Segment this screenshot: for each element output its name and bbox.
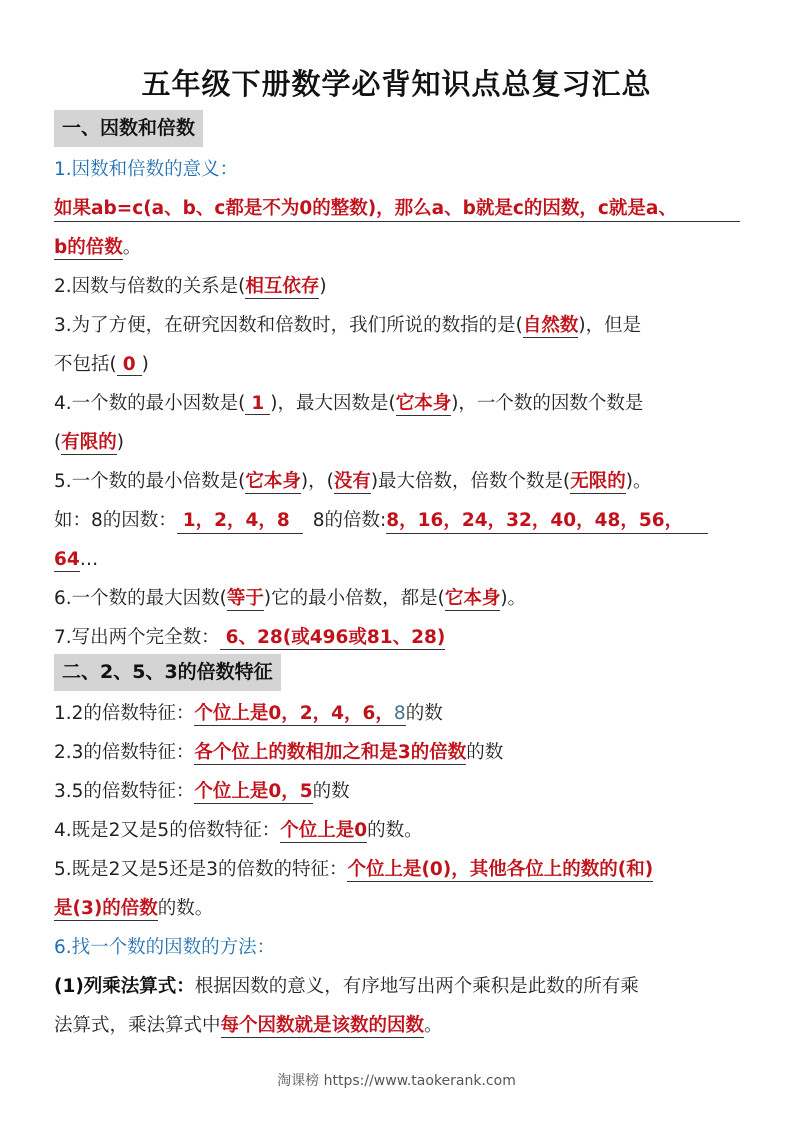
page-title: 五年级下册数学必背知识点总复习汇总 <box>141 67 652 101</box>
item-multiple-of-3 <box>54 740 744 766</box>
answer-each-factor: 每个因数就是该数的因数 <box>220 1015 425 1036</box>
item-example-line-2 <box>54 547 744 573</box>
item-factor-props-line-1 <box>54 391 744 417</box>
text-prefix: 2.因数与倍数的关系是( <box>54 276 246 297</box>
text-mid: )最大倍数，倍数个数是( <box>370 471 571 492</box>
text-suffix: 的数。 <box>367 820 423 841</box>
text-mid: )它的最小倍数，都是( <box>263 588 445 609</box>
answer-units-digit-even: 个位上是0，2，4，6， <box>194 703 394 724</box>
item-multiple-of-2-5-3-line-1 <box>54 857 744 883</box>
answer-natural-numbers: 自然数 <box>522 315 579 336</box>
item-multiplication-method-line-2 <box>54 1013 744 1039</box>
text-prefix: 法算式，乘法算式中 <box>54 1015 221 1036</box>
answer-digit-8: 8 <box>393 703 406 724</box>
item-multiple-props <box>54 469 744 495</box>
answer-units-digit-0-5: 个位上是0，5 <box>194 781 313 802</box>
text-prefix: 4.一个数的最小因数是( <box>54 393 246 414</box>
answer-itself: 它本身 <box>395 393 452 414</box>
section-heading-factors-multiples: 一、因数和倍数 <box>54 110 203 147</box>
text-suffix: 。 <box>424 1015 443 1036</box>
answer-finite: 有限的 <box>61 432 117 453</box>
item-numbers-line-2 <box>54 352 744 378</box>
item-max-factor <box>54 586 744 612</box>
text-suffix: 的数。 <box>157 898 214 919</box>
item-example-line-1 <box>54 508 744 534</box>
item-multiplication-method-line-1 <box>54 974 744 1000</box>
text-suffix: 的数 <box>466 742 504 763</box>
text-mid: )，( <box>300 471 334 492</box>
item-multiple-of-5 <box>54 779 744 805</box>
answer-definition: 如果ab=c(a、b、c都是不为0的整数)，那么a、b就是c的因数，c就是a、 <box>54 197 740 222</box>
answer-itself: 它本身 <box>245 471 301 492</box>
text-suffix: )，但是 <box>578 315 642 336</box>
answer-one: 1 <box>245 393 270 415</box>
text-prefix: 3.为了方便，在研究因数和倍数时，我们所说的数指的是( <box>54 315 523 336</box>
item-multiple-of-2-5-3-line-2 <box>54 896 744 922</box>
item-factor-props-line-2 <box>54 430 744 456</box>
answer-infinite: 无限的 <box>570 471 626 492</box>
text-period: 。 <box>122 237 142 258</box>
answer-units-digit-0: 个位上是0 <box>280 820 368 841</box>
text-prefix: ( <box>54 432 62 453</box>
footer-watermark: 淘课榜 https://www.taokerank.com <box>277 1073 516 1089</box>
text-suffix: )。 <box>500 588 527 609</box>
answer-multiples-of-8: 8，16，24，32，40，48，56， <box>386 509 708 534</box>
item-find-factors-heading: 6.找一个数的因数的方法： <box>54 937 276 958</box>
item-perfect-numbers <box>54 625 744 651</box>
text-suffix: ) <box>116 432 124 453</box>
item-meaning-line-2 <box>54 235 744 261</box>
text-ellipsis: … <box>79 549 99 570</box>
text-suffix: ) <box>319 276 327 297</box>
text-mid: )，最大因数是( <box>270 393 396 414</box>
text-prefix: 1.2的倍数特征： <box>54 703 195 724</box>
answer-itself: 它本身 <box>444 588 501 609</box>
text-prefix: 7.写出两个完全数： <box>54 627 220 648</box>
answer-zero: 0 <box>117 354 142 376</box>
text-suffix: )。 <box>625 471 652 492</box>
text-prefix: 不包括( <box>54 354 117 375</box>
item-relationship <box>54 274 744 300</box>
text-suffix: )，一个数的因数个数是 <box>451 393 644 414</box>
section-heading-multiple-features: 二、2、5、3的倍数特征 <box>54 654 281 691</box>
answer-multiple-of: b的倍数 <box>54 237 123 258</box>
text-prefix: 5.既是2又是5还是3的倍数的特征： <box>54 859 348 880</box>
item-meaning-heading: 1.因数和倍数的意义： <box>54 159 239 180</box>
text-prefix: 4.既是2又是5的倍数特征： <box>54 820 281 841</box>
answer-units-zero-digit-sum: 个位上是(0)，其他各位上的数的(和) <box>347 859 654 880</box>
answer-none: 没有 <box>333 471 371 492</box>
text-prefix: 5.一个数的最小倍数是( <box>54 471 246 492</box>
text-prefix: 6.一个数的最大因数( <box>54 588 227 609</box>
text-prefix: 3.5的倍数特征： <box>54 781 195 802</box>
text-mid: 8的倍数: <box>312 510 387 531</box>
text-suffix: ) <box>141 354 149 375</box>
text-suffix: 的数 <box>312 781 350 802</box>
item-multiple-of-2 <box>54 701 744 727</box>
answer-perfect-numbers: 6、28(或496或81、28) <box>220 627 446 650</box>
answer-factors-of-8: 1，2，4，8 <box>177 509 303 534</box>
answer-digit-sum: 各个位上的数相加之和是3的倍数 <box>194 742 467 763</box>
text-prefix: 2.3的倍数特征： <box>54 742 195 763</box>
answer-interdependent: 相互依存 <box>245 276 320 297</box>
item-meaning-line-1 <box>54 196 744 222</box>
item-numbers-line-1 <box>54 313 744 339</box>
answer-multiple-of-3: 是(3)的倍数 <box>54 898 158 919</box>
text-prefix: 如：8的因数： <box>54 510 177 531</box>
item-multiple-of-2-and-5 <box>54 818 744 844</box>
method-label: (1)列乘法算式： <box>54 976 195 997</box>
answer-64: 64 <box>54 549 80 570</box>
method-description: 根据因数的意义，有序地写出两个乘积是此数的所有乘 <box>194 976 639 997</box>
answer-equals: 等于 <box>226 588 264 609</box>
text-suffix: 的数 <box>405 703 443 724</box>
